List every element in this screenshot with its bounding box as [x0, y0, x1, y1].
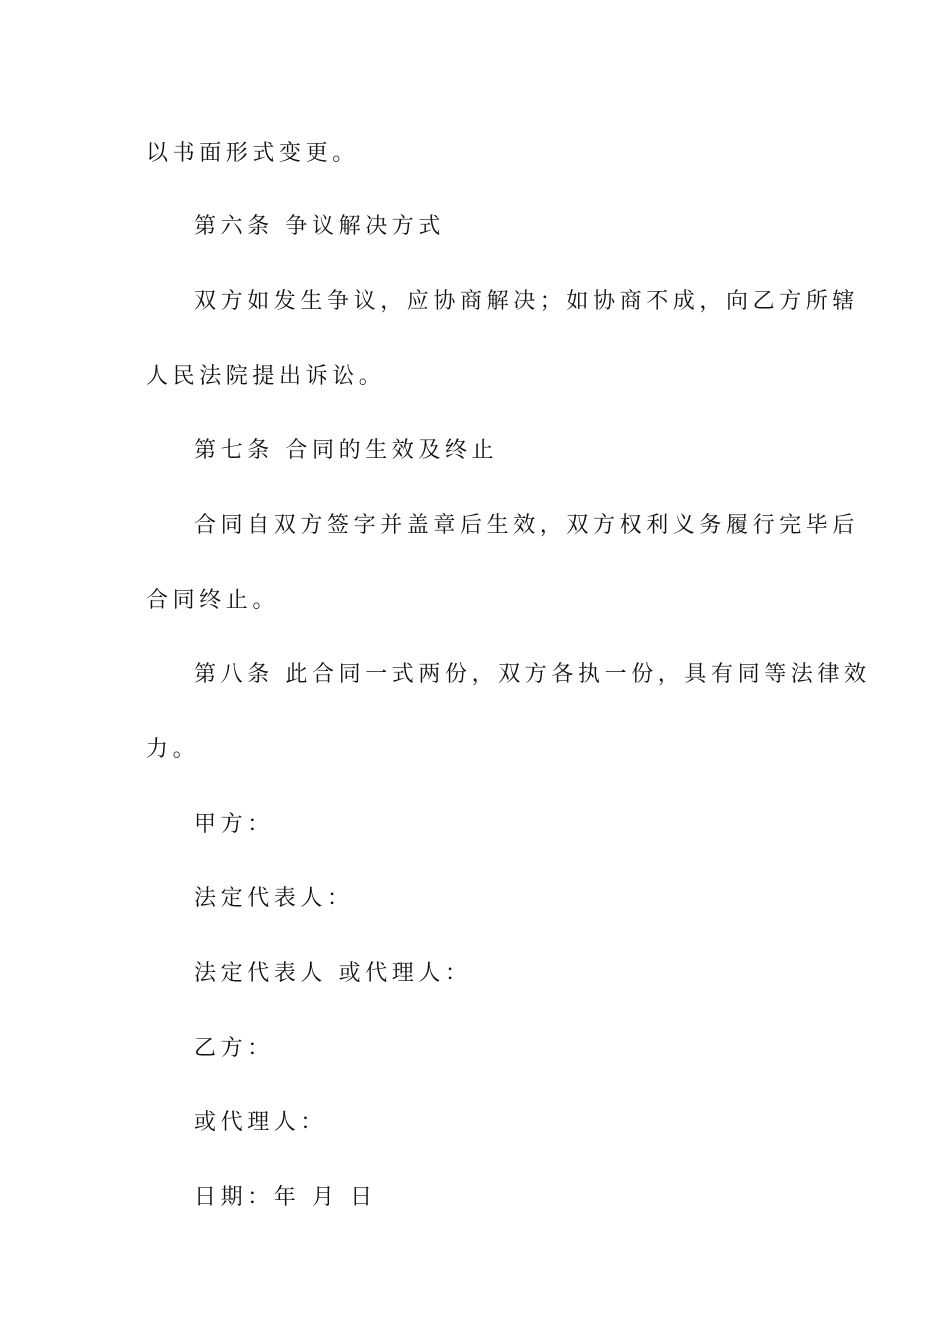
- article-6-text-line-2: 人民法院提出诉讼。: [146, 364, 386, 389]
- article-8-text-line-2: 力。: [146, 737, 200, 762]
- party-a-label: 甲方：: [194, 812, 274, 837]
- article-7-text-line-2: 合同终止。: [146, 588, 280, 613]
- article-8-text-line-1: 第八条 此合同一式两份，双方各执一份，具有同等法律效: [194, 662, 871, 687]
- representative-or-agent-label: 法定代表人 或代理人：: [194, 961, 472, 986]
- article-6-text-line-1: 双方如发生争议，应协商解决；如协商不成，向乙方所辖: [194, 289, 860, 314]
- article-7-text-line-1: 合同自双方签字并盖章后生效，双方权利义务履行完毕后: [194, 513, 860, 538]
- agent-label: 或代理人：: [194, 1110, 328, 1135]
- legal-representative-label: 法定代表人：: [194, 886, 354, 911]
- date-label: 日期：年 月 日: [194, 1185, 377, 1210]
- party-b-label: 乙方：: [194, 1036, 274, 1061]
- paragraph-continuation: 以书面形式变更。: [146, 141, 359, 166]
- article-7-heading: 第七条 合同的生效及终止: [194, 438, 499, 463]
- article-6-heading: 第六条 争议解决方式: [194, 214, 445, 239]
